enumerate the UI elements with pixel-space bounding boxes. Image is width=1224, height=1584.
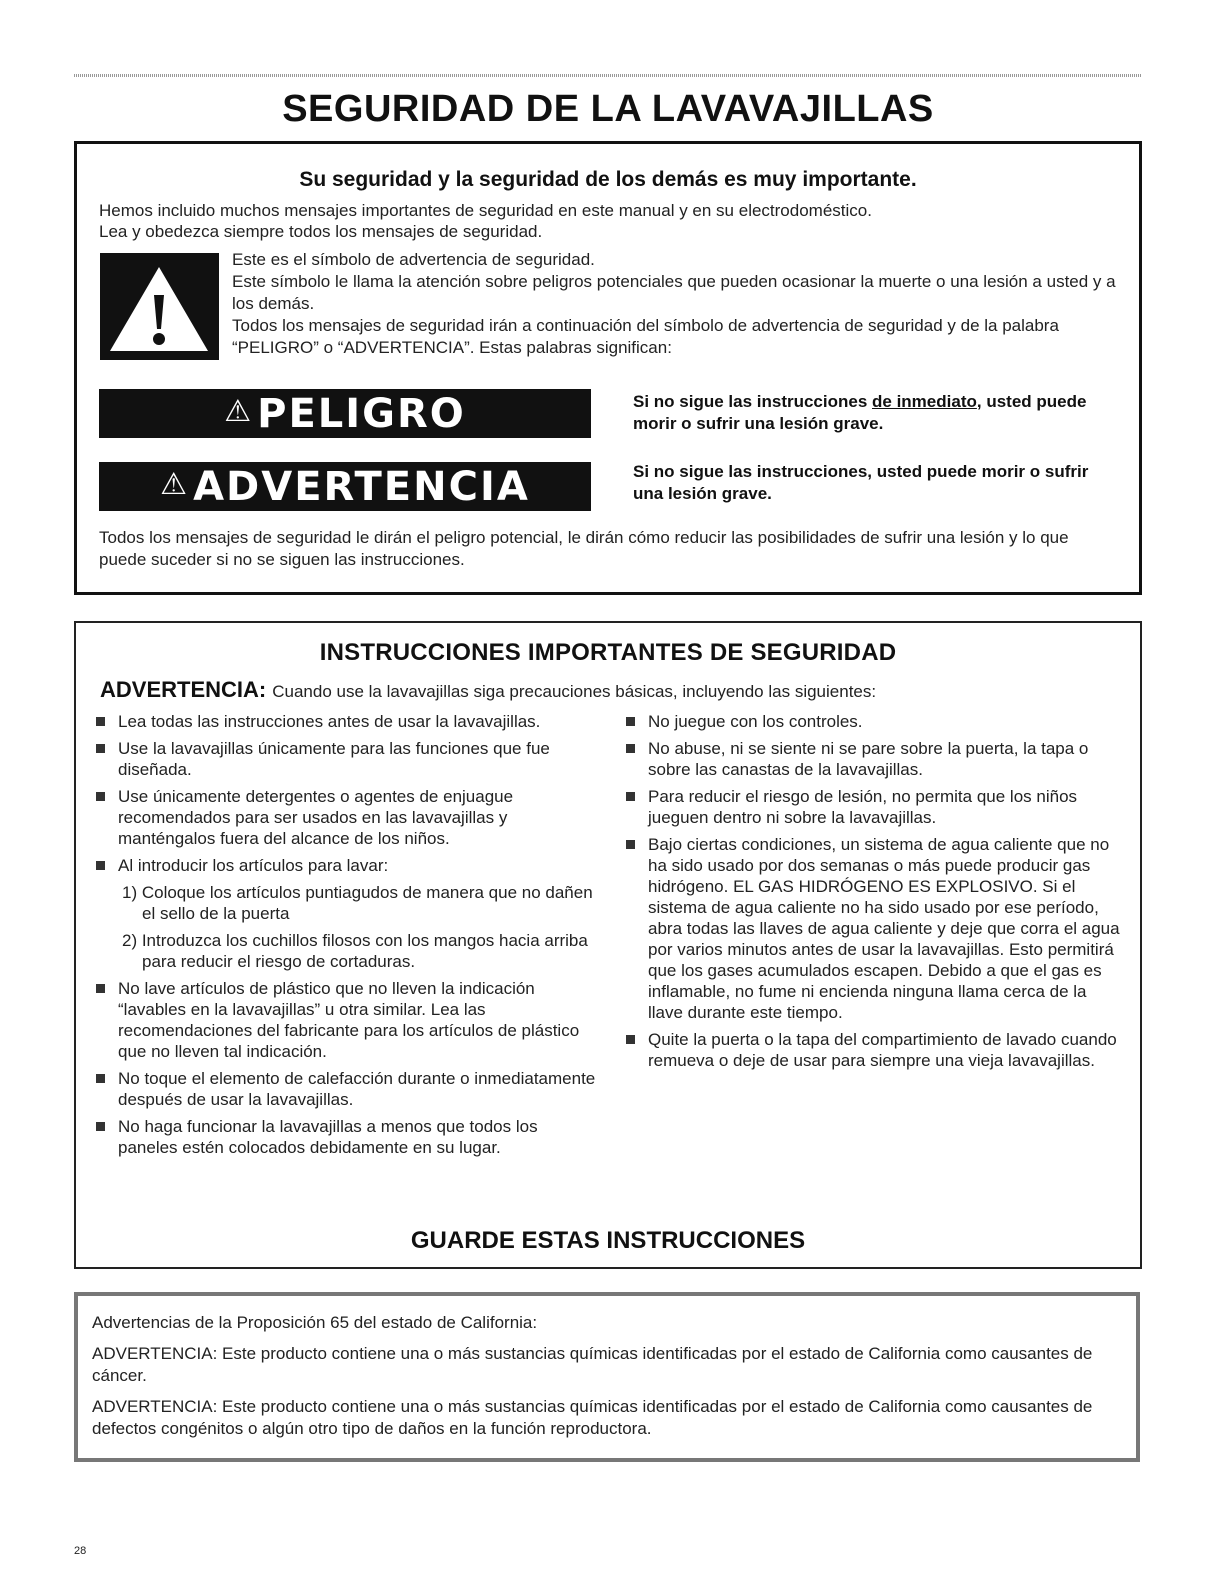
bullet-icon bbox=[96, 717, 105, 726]
bullet-icon bbox=[626, 744, 635, 753]
symbol-line: Este es el símbolo de advertencia de seguridad. bbox=[232, 250, 595, 269]
instructions-heading: INSTRUCCIONES IMPORTANTES DE SEGURIDAD bbox=[319, 639, 897, 666]
desc-text: , usted puede morir o sufrir una lesión grave. bbox=[633, 392, 1087, 433]
peligro-description bbox=[633, 391, 1123, 435]
list-item bbox=[96, 786, 596, 849]
bullet-icon bbox=[96, 792, 105, 801]
bullet-icon bbox=[626, 840, 635, 849]
item-text: No abuse, ni se siente ni se pare sobre la puerta, la tapa o sobre las canastas de la lavavajillas. bbox=[648, 739, 1089, 779]
bullet-icon bbox=[626, 1035, 635, 1044]
item-text: No juegue con los controles. bbox=[648, 712, 863, 731]
list-item bbox=[96, 711, 596, 732]
bullet-icon bbox=[96, 744, 105, 753]
page-title: SEGURIDAD DE LA LAVAVAJILLAS bbox=[282, 88, 934, 130]
item-text: Lea todas las instrucciones antes de usar la lavavajillas. bbox=[118, 712, 541, 731]
item-text: No lave artículos de plástico que no lleven la indicación “lavables en la lavavajillas” u otra similar. Lea las recomendaciones del fabricante para los artículos de plástico que no lleven tal indicación. bbox=[118, 979, 580, 1061]
item-text: Use la lavavajillas únicamente para las funciones que fue diseñada. bbox=[118, 739, 550, 779]
top-rule bbox=[74, 74, 1142, 77]
sub-list-item: 2) Introduzca los cuchillos filosos con los mangos hacia arriba para reducir el riesgo de cortaduras. bbox=[122, 931, 588, 971]
safety-intro bbox=[99, 200, 1119, 242]
page-number: 28 bbox=[74, 1545, 87, 1557]
signal-word: ADVERTENCIA bbox=[193, 463, 530, 510]
list-item bbox=[96, 1116, 596, 1158]
item-text: Para reducir el riesgo de lesión, no permita que los niños jueguen dentro ni sobre la lavavajillas. bbox=[648, 787, 1078, 827]
symbol-line: Este símbolo le llama la atención sobre peligros potenciales que pueden ocasionar la muerte o una lesión a usted y a los demás. bbox=[232, 272, 1116, 313]
safety-alert-symbol-icon bbox=[100, 253, 219, 360]
prop65-warning: ADVERTENCIA: Este producto contiene una o más sustancias químicas identificadas por el estado de California como causantes de cáncer. bbox=[92, 1344, 1093, 1385]
instructions-warning bbox=[100, 677, 1120, 703]
prop65-warning: ADVERTENCIA: Este producto contiene una o más sustancias químicas identificadas por el estado de California como causantes de defectos congénitos o algún otro tipo de daños en la función reproductora. bbox=[92, 1397, 1093, 1438]
peligro-signal-bar bbox=[99, 389, 591, 438]
item-text: Quite la puerta o la tapa del compartimiento de lavado cuando remueva o deje de usar para siempre una vieja lavavajillas. bbox=[648, 1030, 1117, 1070]
prop65-title: Advertencias de la Proposición 65 del estado de California: bbox=[92, 1313, 538, 1332]
desc-underlined: de inmediato bbox=[872, 392, 977, 411]
prop65-content bbox=[92, 1312, 1112, 1449]
advertencia-signal-bar bbox=[99, 462, 591, 511]
bullet-icon bbox=[96, 1122, 105, 1131]
list-item bbox=[96, 855, 596, 876]
intro-line: Hemos incluido muchos mensajes importantes de seguridad en este manual y en su electrodoméstico. bbox=[99, 201, 872, 220]
bullet-icon bbox=[96, 861, 105, 870]
item-text: Al introducir los artículos para lavar: bbox=[118, 856, 389, 875]
symbol-line: Todos los mensajes de seguridad irán a continuación del símbolo de advertencia de seguridad y de la palabra “PELIGRO” o “ADVERTENCIA”. Estas palabras significan: bbox=[232, 316, 1059, 357]
symbol-explanation bbox=[232, 249, 1122, 359]
item-text: No haga funcionar la lavavajillas a menos que todos los paneles estén colocados debidamente en su lugar. bbox=[118, 1117, 538, 1157]
sub-list-item: 1) Coloque los artículos puntiagudos de manera que no dañen el sello de la puerta bbox=[122, 883, 593, 923]
safety-message-box bbox=[74, 141, 1142, 595]
warning-lead: ADVERTENCIA: bbox=[100, 677, 267, 702]
instructions-left-column bbox=[96, 711, 596, 1164]
safety-footer: Todos los mensajes de seguridad le dirán el peligro potencial, le dirán cómo reducir las posibilidades de sufrir una lesión y lo que puede suceder si no se siguen las instrucciones. bbox=[99, 528, 1069, 569]
bullet-icon bbox=[96, 984, 105, 993]
list-item bbox=[626, 786, 1126, 828]
important-instructions-box bbox=[74, 621, 1142, 1269]
list-item bbox=[96, 978, 596, 1062]
bullet-icon bbox=[626, 792, 635, 801]
prop65-box bbox=[74, 1292, 1140, 1462]
list-item bbox=[626, 834, 1126, 1023]
desc-text: Si no sigue las instrucciones bbox=[633, 392, 873, 411]
save-instructions-heading: GUARDE ESTAS INSTRUCCIONES bbox=[410, 1227, 806, 1254]
list-item bbox=[626, 738, 1126, 780]
bullet-icon bbox=[96, 1074, 105, 1083]
item-text: Bajo ciertas condiciones, un sistema de agua caliente que no ha sido usado por dos semanas o más puede producir gas hidrógeno. EL GAS HIDRÓGENO ES EXPLOSIVO. Si el sistema de agua caliente no ha sido usado por ese período, abra todas las llaves de agua caliente y deje que corra el agua por varios minutos antes de usar la lavavajillas. Esto permitirá que los gases acumulados escapen. Debido a que el gas es inflamable, no fume ni encienda ninguna llama cerca de la llave durante este tiempo. bbox=[648, 835, 1120, 1022]
item-text: Use únicamente detergentes o agentes de enjuague recomendados para ser usados en las lavavajillas y manténgalos fuera del alcance de los niños. bbox=[118, 787, 514, 848]
warning-text: Cuando use la lavavajillas siga precauciones básicas, incluyendo las siguientes: bbox=[272, 682, 877, 701]
signal-word: PELIGRO bbox=[257, 390, 466, 437]
list-item bbox=[626, 1029, 1126, 1071]
warning-triangle-icon: ⚠ bbox=[224, 394, 254, 429]
instructions-right-column bbox=[626, 711, 1126, 1077]
list-item bbox=[96, 738, 596, 780]
safety-subheading: Su seguridad y la seguridad de los demás es muy importante. bbox=[299, 168, 917, 191]
advertencia-description: Si no sigue las instrucciones, usted puede morir o sufrir una lesión grave. bbox=[633, 462, 1089, 503]
list-item bbox=[626, 711, 1126, 732]
bullet-icon bbox=[626, 717, 635, 726]
warning-triangle-icon: ⚠ bbox=[160, 467, 190, 502]
intro-line: Lea y obedezca siempre todos los mensajes de seguridad. bbox=[99, 222, 543, 241]
list-item bbox=[96, 1068, 596, 1110]
item-text: No toque el elemento de calefacción durante o inmediatamente después de usar la lavavajillas. bbox=[118, 1069, 596, 1109]
